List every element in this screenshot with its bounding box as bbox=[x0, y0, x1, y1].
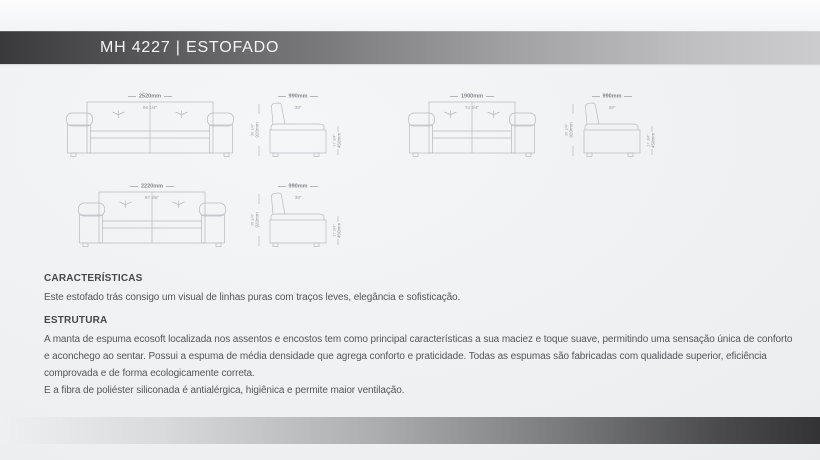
dimension-dash bbox=[278, 186, 286, 187]
depth-mm: 990mm bbox=[602, 93, 622, 100]
width-inches: 99 1/4" bbox=[142, 105, 158, 111]
dimension-dash bbox=[278, 96, 286, 97]
depth-mm: 990mm bbox=[288, 93, 308, 100]
sofa-large-front-view bbox=[66, 88, 234, 164]
dimension-dash bbox=[592, 96, 600, 97]
estrutura-body-2: E a fibra de poliéster siliconada é antialérgica, higiênica e permite maior ventilação. bbox=[44, 385, 405, 396]
estrutura-body: A manta de espuma ecosoft localizada nos assentos e encostos tem como principal características a sua maciez e toque suave, permitindo uma sensação única de conforto e aconchego ao sentar. Possui a espuma de média densidade que agrega conforto e praticidade. Todas as espumas são fabricadas com qualidade superior, eficiência comprovada e de forma ecologicamente correta. bbox=[44, 334, 793, 379]
dimension-dash bbox=[164, 96, 172, 97]
sofa-front-line-drawing bbox=[78, 191, 226, 251]
seat-height-dimension-inches: 17 3/4" bbox=[331, 224, 337, 237]
seat-height-dimension-inches: 17 3/4" bbox=[331, 134, 337, 147]
sofa-front-line-drawing bbox=[66, 101, 234, 161]
seat-height-dimension-mm: 450mm bbox=[336, 132, 342, 149]
sofa-side-view bbox=[250, 88, 346, 164]
seat-height-dimension-mm: 450mm bbox=[650, 132, 656, 149]
dimension-dash bbox=[624, 96, 632, 97]
dimension-dash bbox=[130, 186, 138, 187]
dimension-dash bbox=[166, 186, 174, 187]
header-bar bbox=[0, 31, 820, 64]
footer-bar bbox=[0, 417, 820, 444]
dimension-dash bbox=[128, 96, 136, 97]
sofa-side-view bbox=[564, 88, 660, 164]
width-inches: 87 3/8" bbox=[144, 195, 160, 201]
caracteristicas-body: Este estofado trás consigo um visual de linhas puras com traços leves, elegância e sofisticação. bbox=[44, 292, 461, 303]
sofa-front-line-drawing bbox=[408, 101, 536, 161]
seat-height-dimension-mm: 450mm bbox=[336, 222, 342, 239]
sofa-side-view bbox=[250, 178, 346, 254]
sofa-side-line-drawing bbox=[564, 101, 660, 161]
width-inches: 74 3/4" bbox=[464, 105, 480, 111]
seat-height-dimension-inches: 17 3/4" bbox=[645, 134, 651, 147]
sofa-side-line-drawing bbox=[250, 101, 346, 161]
height-dimension-mm: 920mm bbox=[568, 122, 574, 138]
height-dimension-mm: 920mm bbox=[254, 212, 260, 228]
sofa-medium-front-view bbox=[408, 88, 536, 164]
top-strip bbox=[0, 0, 820, 31]
dimension-dash bbox=[310, 96, 318, 97]
dimension-dash bbox=[310, 186, 318, 187]
height-dimension-inches: 36 1/4" bbox=[564, 123, 569, 137]
technical-drawings bbox=[0, 84, 820, 270]
height-dimension-inches: 36 1/4" bbox=[250, 123, 255, 137]
estrutura-heading: ESTRUTURA bbox=[44, 315, 108, 326]
depth-mm: 990mm bbox=[288, 183, 308, 190]
width-mm: 1900mm bbox=[460, 93, 484, 100]
depth-inches: 39" bbox=[294, 195, 302, 201]
caracteristicas-heading: CARACTERÍSTICAS bbox=[44, 273, 143, 284]
dimension-dash bbox=[450, 96, 458, 97]
sofa-side-line-drawing bbox=[250, 191, 346, 251]
width-mm: 2220mm bbox=[140, 183, 164, 190]
description-text bbox=[44, 273, 800, 399]
page-title: MH 4227 | ESTOFADO bbox=[100, 39, 280, 56]
depth-inches: 39" bbox=[294, 105, 302, 111]
sofa-small-front-view bbox=[78, 178, 226, 254]
dimension-dash bbox=[486, 96, 494, 97]
height-dimension-mm: 920mm bbox=[254, 122, 260, 138]
height-dimension-inches: 36 1/4" bbox=[250, 213, 255, 227]
depth-inches: 39" bbox=[608, 105, 616, 111]
width-mm: 2520mm bbox=[138, 93, 162, 100]
